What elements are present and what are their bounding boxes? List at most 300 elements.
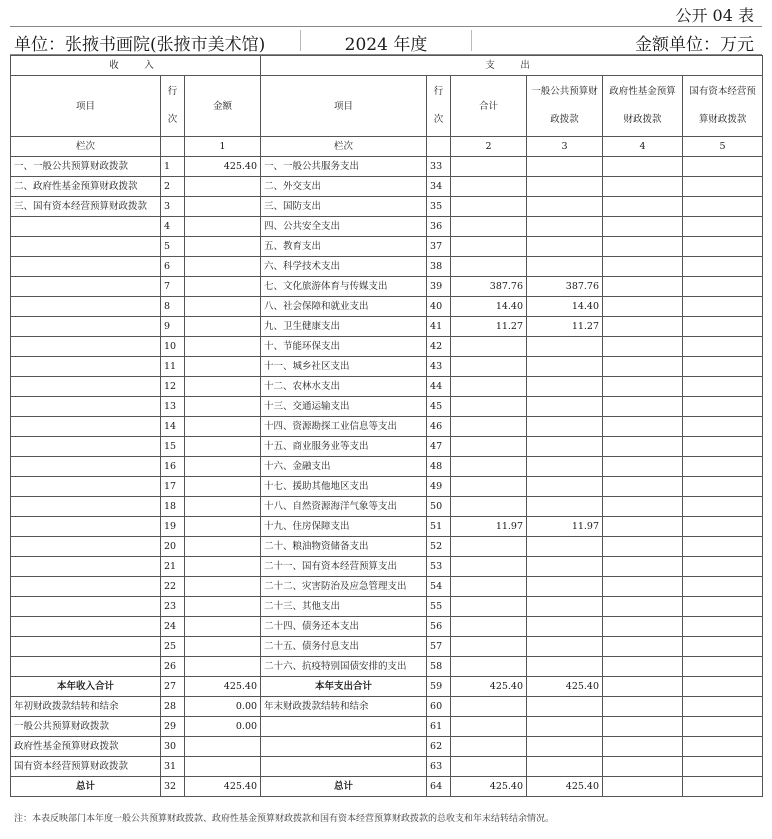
total-amount <box>451 417 527 437</box>
expense-item <box>261 737 427 757</box>
table-row <box>11 257 763 277</box>
total-amount <box>451 757 527 777</box>
fund-budget-amount <box>603 697 683 717</box>
fund-budget-amount <box>603 437 683 457</box>
expense-item <box>261 757 427 777</box>
expense-row-no: 47 <box>427 437 451 457</box>
income-item <box>11 597 161 617</box>
expense-item: 十四、资源勘探工业信息等支出 <box>261 417 427 437</box>
expense-item: 四、公共安全支出 <box>261 217 427 237</box>
expense-row-no: 34 <box>427 177 451 197</box>
total-amount: 387.76 <box>451 277 527 297</box>
general-budget-header: 一般公共预算财政拨款 <box>527 76 603 137</box>
table-row <box>11 537 763 557</box>
general-budget-amount: 425.40 <box>527 777 603 797</box>
income-section-title: 收 入 <box>11 56 261 76</box>
table-row <box>11 557 763 577</box>
income-item <box>11 297 161 317</box>
expense-item: 五、教育支出 <box>261 237 427 257</box>
income-row-no: 32 <box>161 777 185 797</box>
expense-row-no: 61 <box>427 717 451 737</box>
income-row-no: 6 <box>161 257 185 277</box>
total-amount <box>451 217 527 237</box>
expense-item: 二十二、灾害防治及应急管理支出 <box>261 577 427 597</box>
expense-item: 十一、城乡社区支出 <box>261 357 427 377</box>
income-row-no: 26 <box>161 657 185 677</box>
total-amount <box>451 477 527 497</box>
soe-budget-amount <box>683 197 763 217</box>
expense-row-no: 43 <box>427 357 451 377</box>
fund-budget-amount <box>603 457 683 477</box>
table-row <box>11 377 763 397</box>
income-row-no: 31 <box>161 757 185 777</box>
income-row-no: 29 <box>161 717 185 737</box>
soe-budget-amount <box>683 757 763 777</box>
income-item: 一、一般公共预算财政拨款 <box>11 157 161 177</box>
income-amount <box>185 557 261 577</box>
soe-budget-amount <box>683 297 763 317</box>
general-budget-amount <box>527 717 603 737</box>
income-row-no: 19 <box>161 517 185 537</box>
table-row <box>11 437 763 457</box>
expense-row-no: 39 <box>427 277 451 297</box>
total-amount <box>451 437 527 457</box>
expense-row-no: 46 <box>427 417 451 437</box>
summary-row <box>11 737 763 757</box>
soe-budget-amount <box>683 697 763 717</box>
expense-row-no: 59 <box>427 677 451 697</box>
total-amount <box>451 557 527 577</box>
expense-item: 十八、自然资源海洋气象等支出 <box>261 497 427 517</box>
general-budget-amount <box>527 577 603 597</box>
soe-budget-amount <box>683 557 763 577</box>
table-row <box>11 357 763 377</box>
total-amount <box>451 237 527 257</box>
expense-item: 十、节能环保支出 <box>261 337 427 357</box>
income-amount <box>185 477 261 497</box>
expense-item: 十七、援助其他地区支出 <box>261 477 427 497</box>
general-budget-amount <box>527 637 603 657</box>
general-budget-amount <box>527 177 603 197</box>
fund-budget-amount <box>603 157 683 177</box>
general-budget-amount: 11.97 <box>527 517 603 537</box>
income-row-no: 3 <box>161 197 185 217</box>
fund-budget-amount <box>603 737 683 757</box>
table-row <box>11 517 763 537</box>
total-amount: 11.27 <box>451 317 527 337</box>
soe-budget-amount <box>683 257 763 277</box>
expense-row-no-header: 行次 <box>427 76 451 137</box>
income-amount <box>185 457 261 477</box>
soe-budget-amount <box>683 437 763 457</box>
soe-budget-amount <box>683 417 763 437</box>
income-amount <box>185 417 261 437</box>
fund-budget-amount <box>603 717 683 737</box>
expense-row-no: 58 <box>427 657 451 677</box>
income-item: 国有资本经营预算财政拨款 <box>11 757 161 777</box>
expense-row-no: 50 <box>427 497 451 517</box>
fund-budget-amount <box>603 277 683 297</box>
income-item <box>11 237 161 257</box>
form-header <box>10 0 762 26</box>
soe-budget-amount <box>683 537 763 557</box>
income-amount: 425.40 <box>185 777 261 797</box>
soe-budget-amount <box>683 217 763 237</box>
soe-budget-amount <box>683 577 763 597</box>
general-budget-amount <box>527 497 603 517</box>
income-amount <box>185 737 261 757</box>
soe-budget-amount <box>683 177 763 197</box>
expense-row-no: 45 <box>427 397 451 417</box>
total-amount <box>451 637 527 657</box>
general-budget-amount <box>527 537 603 557</box>
total-header: 合计 <box>451 76 527 137</box>
income-amount <box>185 257 261 277</box>
fund-budget-amount <box>603 217 683 237</box>
expense-item: 六、科学技术支出 <box>261 257 427 277</box>
expense-item <box>261 717 427 737</box>
income-amount <box>185 637 261 657</box>
expense-item: 三、国防支出 <box>261 197 427 217</box>
income-amount <box>185 297 261 317</box>
income-row-no: 27 <box>161 677 185 697</box>
total-amount <box>451 497 527 517</box>
expense-item: 年末财政拨款结转和结余 <box>261 697 427 717</box>
col-num-2: 2 <box>451 137 527 157</box>
expense-row-no: 64 <box>427 777 451 797</box>
fund-budget-amount <box>603 497 683 517</box>
table-row <box>11 397 763 417</box>
expense-row-no: 38 <box>427 257 451 277</box>
income-item <box>11 517 161 537</box>
income-item: 政府性基金预算财政拨款 <box>11 737 161 757</box>
report-info-bar <box>10 26 762 55</box>
expense-row-no: 49 <box>427 477 451 497</box>
income-amount: 425.40 <box>185 677 261 697</box>
table-row <box>11 597 763 617</box>
soe-budget-amount <box>683 737 763 757</box>
income-item <box>11 577 161 597</box>
income-row-no: 4 <box>161 217 185 237</box>
expense-row-no: 35 <box>427 197 451 217</box>
col-label-left: 栏次 <box>11 137 161 157</box>
fund-budget-amount <box>603 237 683 257</box>
expense-item: 二十五、债务付息支出 <box>261 637 427 657</box>
income-amount <box>185 177 261 197</box>
income-item <box>11 637 161 657</box>
total-amount <box>451 717 527 737</box>
income-amount-header: 金额 <box>185 76 261 137</box>
income-item <box>11 337 161 357</box>
general-budget-amount <box>527 357 603 377</box>
income-amount <box>185 237 261 257</box>
income-amount <box>185 337 261 357</box>
fund-budget-amount <box>603 397 683 417</box>
table-row <box>11 217 763 237</box>
general-budget-amount: 425.40 <box>527 677 603 697</box>
income-row-no: 5 <box>161 237 185 257</box>
income-row-no: 9 <box>161 317 185 337</box>
total-amount <box>451 537 527 557</box>
total-amount <box>451 597 527 617</box>
income-amount <box>185 497 261 517</box>
expense-row-no: 60 <box>427 697 451 717</box>
income-item-header: 项目 <box>11 76 161 137</box>
expense-item: 十五、商业服务业等支出 <box>261 437 427 457</box>
summary-row <box>11 757 763 777</box>
income-row-no: 16 <box>161 457 185 477</box>
col-num-5: 5 <box>683 137 763 157</box>
expense-item: 总计 <box>261 777 427 797</box>
income-amount <box>185 397 261 417</box>
income-row-no: 7 <box>161 277 185 297</box>
general-budget-amount <box>527 657 603 677</box>
income-item <box>11 557 161 577</box>
expense-item: 十二、农林水支出 <box>261 377 427 397</box>
expense-row-no: 37 <box>427 237 451 257</box>
soe-budget-amount <box>683 617 763 637</box>
total-amount <box>451 657 527 677</box>
income-row-no: 22 <box>161 577 185 597</box>
income-item <box>11 317 161 337</box>
amount-unit: 金额单位：万元 <box>635 35 754 55</box>
income-item: 二、政府性基金预算财政拨款 <box>11 177 161 197</box>
table-row <box>11 657 763 677</box>
income-item <box>11 377 161 397</box>
expense-item: 本年支出合计 <box>261 677 427 697</box>
expense-item: 二十六、抗疫特别国债安排的支出 <box>261 657 427 677</box>
section-header-row <box>11 56 763 76</box>
fund-budget-amount <box>603 777 683 797</box>
expense-row-no: 48 <box>427 457 451 477</box>
fund-budget-amount <box>603 617 683 637</box>
general-budget-amount <box>527 217 603 237</box>
income-amount <box>185 657 261 677</box>
general-budget-amount <box>527 197 603 217</box>
income-item <box>11 457 161 477</box>
expense-row-no: 44 <box>427 377 451 397</box>
soe-budget-amount <box>683 657 763 677</box>
expense-item: 八、社会保障和就业支出 <box>261 297 427 317</box>
fund-budget-amount <box>603 597 683 617</box>
soe-budget-amount <box>683 637 763 657</box>
expense-row-no: 62 <box>427 737 451 757</box>
general-budget-amount <box>527 377 603 397</box>
grand-total-row <box>11 777 763 797</box>
total-amount <box>451 457 527 477</box>
general-budget-amount <box>527 257 603 277</box>
fund-budget-amount <box>603 377 683 397</box>
column-number-row <box>11 137 763 157</box>
general-budget-amount <box>527 337 603 357</box>
expense-row-no: 40 <box>427 297 451 317</box>
table-row <box>11 317 763 337</box>
general-budget-amount <box>527 697 603 717</box>
expense-section-title: 支 出 <box>261 56 763 76</box>
general-budget-amount <box>527 737 603 757</box>
expense-row-no: 42 <box>427 337 451 357</box>
income-item <box>11 217 161 237</box>
general-budget-amount: 11.27 <box>527 317 603 337</box>
soe-budget-amount <box>683 237 763 257</box>
expense-row-no: 54 <box>427 577 451 597</box>
fund-budget-amount <box>603 357 683 377</box>
col-num-blank <box>161 137 185 157</box>
expense-row-no: 63 <box>427 757 451 777</box>
general-budget-amount <box>527 417 603 437</box>
fund-budget-amount <box>603 337 683 357</box>
fund-budget-amount <box>603 477 683 497</box>
fund-budget-amount <box>603 637 683 657</box>
income-row-no: 10 <box>161 337 185 357</box>
table-row <box>11 637 763 657</box>
soe-budget-amount <box>683 517 763 537</box>
total-amount <box>451 397 527 417</box>
income-amount <box>185 317 261 337</box>
report-year: 2024 年度 <box>300 30 472 51</box>
total-amount <box>451 737 527 757</box>
income-item: 年初财政拨款结转和结余 <box>11 697 161 717</box>
income-row-no: 12 <box>161 377 185 397</box>
general-budget-amount <box>527 237 603 257</box>
soe-budget-amount <box>683 597 763 617</box>
soe-budget-amount <box>683 357 763 377</box>
table-row <box>11 417 763 437</box>
income-row-no: 1 <box>161 157 185 177</box>
soe-budget-amount <box>683 777 763 797</box>
soe-budget-amount <box>683 277 763 297</box>
fund-budget-amount <box>603 257 683 277</box>
total-amount <box>451 257 527 277</box>
income-row-no: 23 <box>161 597 185 617</box>
expense-row-no: 56 <box>427 617 451 637</box>
col-num-3: 3 <box>527 137 603 157</box>
total-amount <box>451 357 527 377</box>
income-row-no: 24 <box>161 617 185 637</box>
income-amount <box>185 537 261 557</box>
income-item <box>11 357 161 377</box>
expense-row-no: 57 <box>427 637 451 657</box>
expense-item: 二十一、国有资本经营预算支出 <box>261 557 427 577</box>
income-item: 本年收入合计 <box>11 677 161 697</box>
total-amount <box>451 617 527 637</box>
general-budget-amount <box>527 477 603 497</box>
soe-budget-amount <box>683 337 763 357</box>
income-row-no-header: 行次 <box>161 76 185 137</box>
table-footnote: 注：本表反映部门本年度一般公共预算财政拨款、政府性基金预算财政拨款和国有资本经营预算财政拨款的总收支和年末结转结余情况。 <box>14 814 555 824</box>
fund-budget-amount <box>603 677 683 697</box>
general-budget-amount: 387.76 <box>527 277 603 297</box>
soe-budget-amount <box>683 397 763 417</box>
table-row <box>11 337 763 357</box>
table-row <box>11 197 763 217</box>
soe-budget-amount <box>683 457 763 477</box>
table-row <box>11 617 763 637</box>
col-num-4: 4 <box>603 137 683 157</box>
expense-item: 七、文化旅游体育与传媒支出 <box>261 277 427 297</box>
form-code: 公开 04 表 <box>675 6 754 25</box>
income-amount <box>185 217 261 237</box>
income-amount <box>185 437 261 457</box>
unit-name: 单位：张掖书画院(张掖市美术馆) <box>14 35 266 55</box>
fund-budget-amount <box>603 577 683 597</box>
column-header-row <box>11 76 763 137</box>
soe-budget-header: 国有资本经营预算财政拨款 <box>683 76 763 137</box>
table-row <box>11 237 763 257</box>
fund-budget-header: 政府性基金预算财政拨款 <box>603 76 683 137</box>
income-item <box>11 537 161 557</box>
income-amount <box>185 597 261 617</box>
income-amount: 0.00 <box>185 697 261 717</box>
income-amount <box>185 277 261 297</box>
table-row <box>11 157 763 177</box>
expense-item: 二十三、其他支出 <box>261 597 427 617</box>
table-row <box>11 277 763 297</box>
expense-item: 九、卫生健康支出 <box>261 317 427 337</box>
total-amount: 425.40 <box>451 777 527 797</box>
general-budget-amount <box>527 457 603 477</box>
income-amount <box>185 617 261 637</box>
income-item: 总计 <box>11 777 161 797</box>
expense-item-header: 项目 <box>261 76 427 137</box>
income-row-no: 11 <box>161 357 185 377</box>
fund-budget-amount <box>603 297 683 317</box>
soe-budget-amount <box>683 717 763 737</box>
expense-item: 十六、金融支出 <box>261 457 427 477</box>
income-amount: 425.40 <box>185 157 261 177</box>
income-row-no: 20 <box>161 537 185 557</box>
general-budget-amount <box>527 757 603 777</box>
fund-budget-amount <box>603 657 683 677</box>
income-amount <box>185 517 261 537</box>
income-amount <box>185 357 261 377</box>
general-budget-amount <box>527 157 603 177</box>
soe-budget-amount <box>683 157 763 177</box>
expense-row-no: 52 <box>427 537 451 557</box>
general-budget-amount <box>527 397 603 417</box>
income-row-no: 8 <box>161 297 185 317</box>
soe-budget-amount <box>683 477 763 497</box>
expense-row-no: 36 <box>427 217 451 237</box>
income-amount <box>185 577 261 597</box>
expense-row-no: 53 <box>427 557 451 577</box>
expense-row-no: 55 <box>427 597 451 617</box>
total-amount <box>451 337 527 357</box>
fund-budget-amount <box>603 197 683 217</box>
income-item: 一般公共预算财政拨款 <box>11 717 161 737</box>
fund-budget-amount <box>603 317 683 337</box>
income-item <box>11 657 161 677</box>
summary-row <box>11 677 763 697</box>
fund-budget-amount <box>603 517 683 537</box>
soe-budget-amount <box>683 677 763 697</box>
general-budget-amount <box>527 437 603 457</box>
total-amount <box>451 377 527 397</box>
income-item <box>11 477 161 497</box>
income-item <box>11 257 161 277</box>
fiscal-appropriation-table <box>10 55 763 797</box>
col-num-blank <box>427 137 451 157</box>
income-item <box>11 497 161 517</box>
expense-row-no: 51 <box>427 517 451 537</box>
income-row-no: 18 <box>161 497 185 517</box>
total-amount: 11.97 <box>451 517 527 537</box>
income-amount <box>185 377 261 397</box>
table-row <box>11 497 763 517</box>
expense-item: 二十四、债务还本支出 <box>261 617 427 637</box>
income-row-no: 30 <box>161 737 185 757</box>
general-budget-amount: 14.40 <box>527 297 603 317</box>
